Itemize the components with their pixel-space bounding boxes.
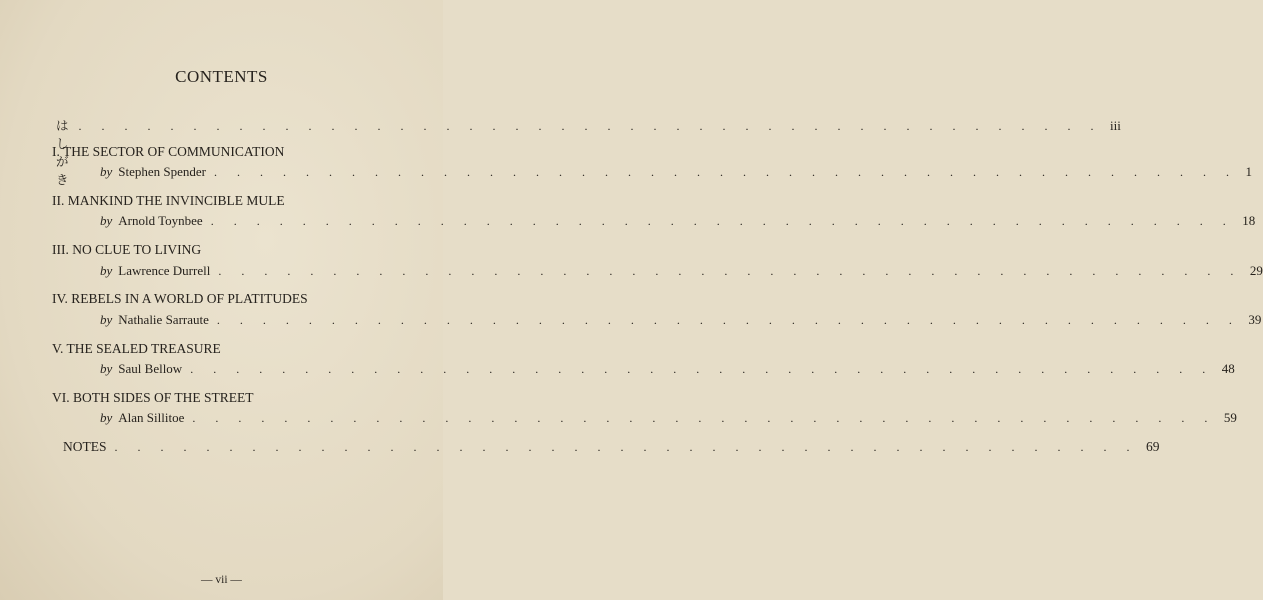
leader-dots: . . . . . . . . . . . . . . . . . . . . . . . . . . . . . . . . . . . . . . . . . . . . . — [218, 264, 1242, 278]
chapter-title-row — [52, 341, 221, 357]
leader-dots: . . . . . . . . . . . . . . . . . . . . . . . . . . . . . . . . . . . . . . . . . . . . . — [192, 411, 1216, 425]
chapter-title: NO CLUE TO LIVING — [72, 242, 202, 257]
by-label: by — [100, 213, 113, 228]
chapter-author: Arnold Toynbee — [118, 213, 203, 228]
chapter-author: Saul Bellow — [118, 361, 183, 376]
chapter-number: V. — [52, 341, 64, 356]
chapter-byline — [100, 361, 1235, 377]
leader-dots: . . . . . . . . . . . . . . . . . . . . . . . . . . . . . . . . . . . . . . . . . . . . . — [114, 440, 1138, 454]
chapter-title-row — [52, 144, 284, 160]
chapter-title: THE SECTOR OF COMMUNICATION — [63, 144, 285, 159]
contents-heading: CONTENTS — [175, 67, 268, 86]
chapter-page: 48 — [1221, 361, 1235, 376]
chapter-number: IV. — [52, 291, 68, 306]
chapter-number: III. — [52, 242, 69, 257]
chapter-title-row — [52, 242, 201, 258]
chapter-title: BOTH SIDES OF THE STREET — [73, 390, 254, 405]
preface-page: iii — [1110, 118, 1121, 133]
chapter-byline — [100, 312, 1262, 328]
by-label: by — [100, 361, 113, 376]
by-label: by — [100, 410, 113, 425]
chapter-title: THE SEALED TREASURE — [66, 341, 221, 356]
chapter-page: 29 — [1249, 263, 1263, 278]
chapter-title: REBELS IN A WORLD OF PLATITUDES — [71, 291, 308, 306]
chapter-page: 18 — [1242, 213, 1256, 228]
chapter-title-row — [52, 291, 308, 307]
chapter-byline — [100, 164, 1253, 180]
chapter-title-row — [52, 193, 285, 209]
leader-dots: . . . . . . . . . . . . . . . . . . . . . . . . . . . . . . . . . . . . . . . . . . . . . — [216, 313, 1241, 327]
chapter-title: MANKIND THE INVINCIBLE MULE — [67, 193, 285, 208]
leader-dots: . . . . . . . . . . . . . . . . . . . . . . . . . . . . . . . . . . . . . . . . . . . . . — [78, 119, 1103, 133]
chapter-page: 1 — [1245, 164, 1253, 179]
notes-page: 69 — [1146, 439, 1160, 454]
chapter-page: 39 — [1248, 312, 1262, 327]
chapter-author: Lawrence Durrell — [118, 263, 211, 278]
chapter-number: II. — [52, 193, 65, 208]
by-label: by — [100, 312, 113, 327]
chapter-number: I. — [52, 144, 60, 159]
leader-dots: . . . . . . . . . . . . . . . . . . . . . . . . . . . . . . . . . . . . . . . . . . . . . — [190, 362, 1214, 376]
leader-dots: . . . . . . . . . . . . . . . . . . . . . . . . . . . . . . . . . . . . . . . . . . . . . — [214, 165, 1238, 179]
chapter-byline — [100, 213, 1256, 229]
leader-dots: . . . . . . . . . . . . . . . . . . . . . . . . . . . . . . . . . . . . . . . . . . . . . — [210, 214, 1235, 228]
page-number-footer: — vii — — [201, 574, 242, 586]
chapter-number: VI. — [52, 390, 70, 405]
chapter-author: Nathalie Sarraute — [118, 312, 209, 327]
by-label: by — [100, 164, 113, 179]
notes-entry — [63, 439, 1160, 455]
chapter-byline — [100, 410, 1237, 426]
preface-label: はしがき — [56, 118, 71, 187]
chapter-page: 59 — [1223, 410, 1237, 425]
notes-label: NOTES — [63, 439, 107, 454]
chapter-author: Alan Sillitoe — [118, 410, 185, 425]
chapter-byline — [100, 263, 1263, 279]
chapter-author: Stephen Spender — [118, 164, 207, 179]
chapter-title-row — [52, 390, 254, 406]
by-label: by — [100, 263, 113, 278]
